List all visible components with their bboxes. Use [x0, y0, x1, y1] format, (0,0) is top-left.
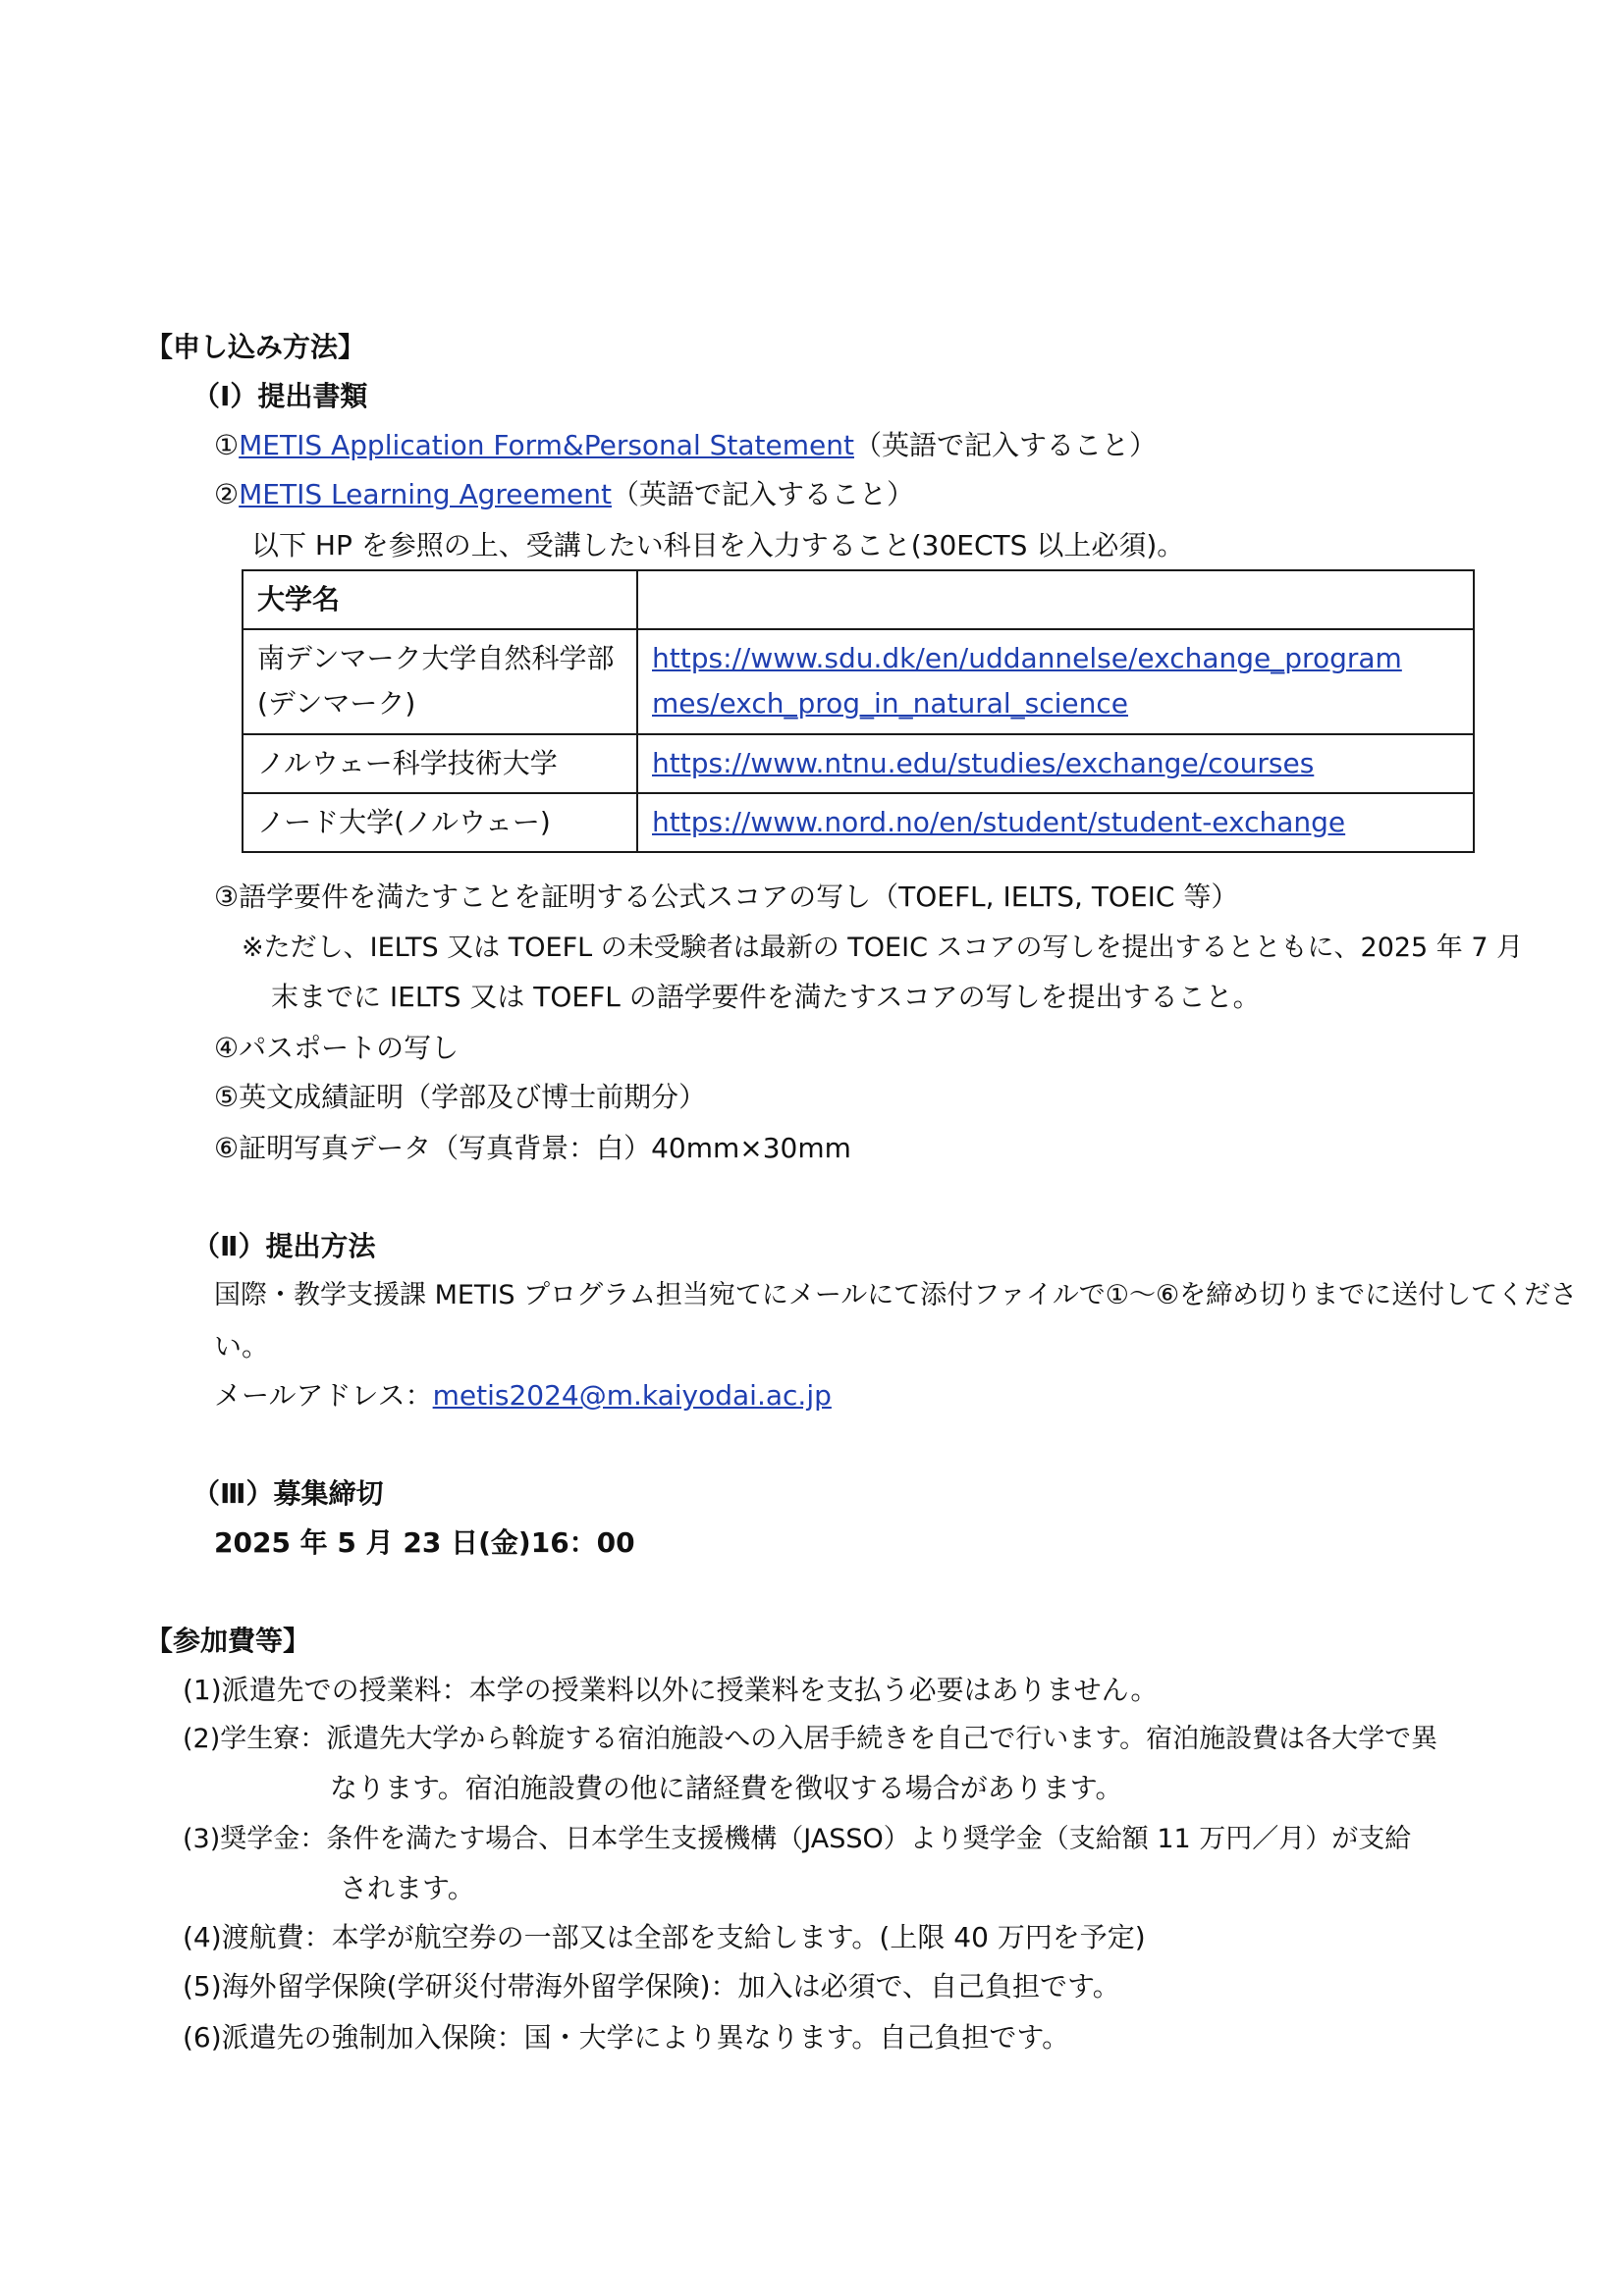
method-text-line-1: 国際・教学支援課 METIS プログラム担当宛てにメールにて添付ファイルで①～⑥を締め切りまでに送付してくださ: [214, 1280, 1578, 1310]
university-url-cell: [637, 793, 1474, 852]
doc-item-2-number: ②: [214, 478, 240, 510]
university-url-link[interactable]: https://www.nord.no/en/student/student-exchange: [652, 805, 1346, 838]
fee-item-2-line-1: (2)学生寮：派遣先大学から斡旋する宿泊施設への入居手続きを自己で行います。宿泊施設費は各大学で異: [183, 1724, 1438, 1754]
university-table: [242, 569, 1475, 853]
deadline-date: 2025 年 5 月 23 日(金)16：00: [214, 1526, 635, 1559]
doc-item-4: ④パスポートの写し: [214, 1032, 460, 1064]
table-header-empty: [637, 570, 1474, 629]
subsection-heading-documents: （Ⅰ）提出書類: [192, 380, 368, 412]
application-form-link[interactable]: METIS Application Form&Personal Statement: [239, 429, 854, 461]
doc-item-1-note: （英語で記入すること）: [853, 429, 1157, 461]
fee-item-3-line-1: (3)奨学金：条件を満たす場合、日本学生支援機構（JASSO）より奨学金（支給額 11 万円／月）が支給: [183, 1824, 1412, 1854]
fee-item-2-line-2: なります。宿泊施設費の他に諸経費を徴収する場合があります。: [330, 1772, 1123, 1804]
university-name: ノルウェー科学技術大学: [243, 734, 637, 793]
doc-item-3-note-line-2: 末までに IELTS 又は TOEFL の語学要件を満たすスコアの写しを提出すること。: [271, 981, 1261, 1013]
doc-item-2-note: （英語で記入すること）: [611, 478, 914, 510]
university-name: ノード大学(ノルウェー): [243, 793, 637, 852]
fee-item-5: (5)海外留学保険(学研災付帯海外留学保険)：加入は必須で、自己負担です。: [183, 1970, 1120, 2002]
university-country: (デンマーク): [257, 687, 416, 721]
doc-item-5: ⑤英文成績証明（学部及び博士前期分）: [214, 1081, 707, 1113]
section-heading-application: 【申し込み方法】: [145, 331, 366, 363]
learning-agreement-link[interactable]: METIS Learning Agreement: [239, 478, 612, 510]
university-url-link[interactable]: https://www.sdu.dk/en/uddannelse/exchange_program: [652, 642, 1402, 675]
university-url-cell: [637, 629, 1474, 733]
section-heading-fees: 【参加費等】: [145, 1625, 311, 1657]
table-row: [243, 793, 1474, 852]
fee-item-6: (6)派遣先の強制加入保険：国・大学により異なります。自己負担です。: [183, 2021, 1070, 2054]
table-row: [243, 629, 1474, 733]
table-row: [243, 734, 1474, 793]
doc-item-2: [214, 478, 914, 510]
table-header-university: 大学名: [243, 570, 637, 629]
method-text-line-2: い。: [214, 1330, 270, 1362]
subsection-heading-deadline: （Ⅲ）募集締切: [192, 1477, 384, 1510]
email-label: メールアドレス：: [214, 1379, 433, 1412]
email-line: [214, 1379, 832, 1412]
fee-item-1: (1)派遣先での授業料：本学の授業料以外に授業料を支払う必要はありません。: [183, 1674, 1159, 1706]
doc-item-2-description: 以下 HP を参照の上、受講したい科目を入力すること(30ECTS 以上必須)。: [251, 529, 1185, 561]
fee-item-4: (4)渡航費：本学が航空券の一部又は全部を支給します。(上限 40 万円を予定): [183, 1921, 1146, 1953]
university-url-link-continued[interactable]: mes/exch_prog_in_natural_science: [652, 687, 1129, 721]
email-link[interactable]: metis2024@m.kaiyodai.ac.jp: [432, 1379, 832, 1412]
doc-item-1-number: ①: [214, 429, 240, 461]
doc-item-3: ③語学要件を満たすことを証明する公式スコアの写し（TOEFL, IELTS, TOEIC 等）: [214, 881, 1239, 913]
doc-item-6: ⑥証明写真データ（写真背景：白）40mm×30mm: [214, 1132, 851, 1164]
doc-item-3-note-line-1: ※ただし、IELTS 又は TOEFL の未受験者は最新の TOEIC スコアの写しを提出するとともに、2025 年 7 月: [242, 933, 1524, 963]
university-url-link[interactable]: https://www.ntnu.edu/studies/exchange/courses: [652, 746, 1315, 779]
university-url-cell: [637, 734, 1474, 793]
university-name-cell: [243, 629, 637, 733]
subsection-heading-method: （Ⅱ）提出方法: [192, 1230, 376, 1262]
university-name: 南デンマーク大学自然科学部: [257, 642, 615, 675]
doc-item-1: [214, 429, 1157, 461]
fee-item-3-line-2: されます。: [340, 1872, 475, 1904]
table-header-row: [243, 570, 1474, 629]
